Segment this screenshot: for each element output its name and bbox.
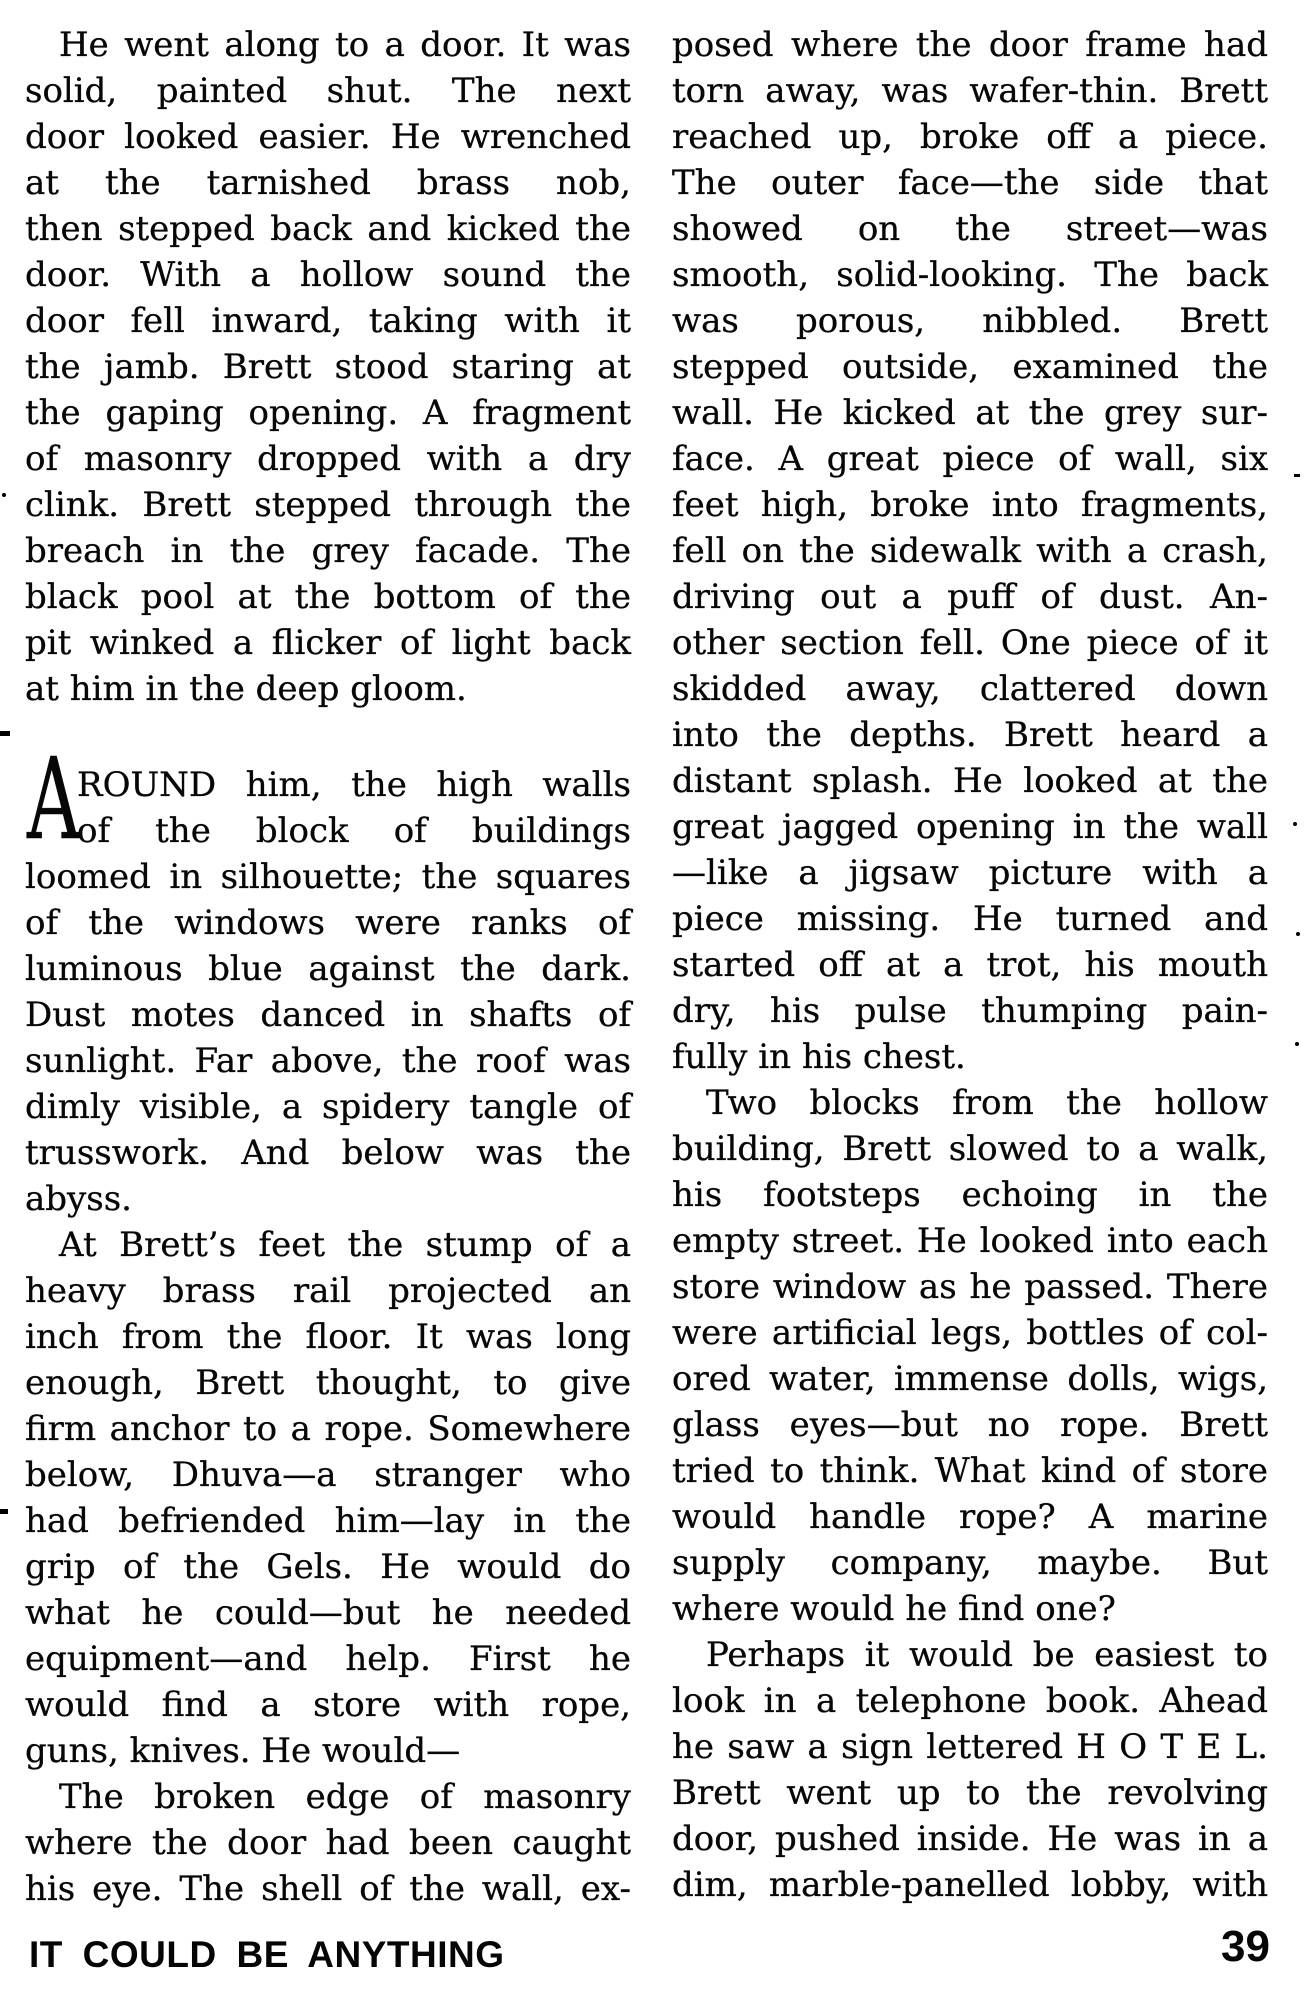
text-line: skidded away, clattered down [672,669,1268,709]
text-line: inch from the floor. It was long [25,1317,631,1357]
text-line: Two blocks from the hollow [706,1083,1268,1123]
text-line: trusswork. And below was the [25,1133,631,1173]
text-line: grip of the Gels. He would do [25,1547,631,1587]
text-line: at him in the deep gloom. [25,669,467,709]
text-line: smooth, solid-looking. The back [672,255,1268,295]
text-line: was porous, nibbled. Brett [672,301,1268,341]
text-line: showed on the street—was [672,209,1268,249]
text-line: clink. Brett stepped through the [25,485,631,525]
text-line: building, Brett slowed to a walk, [672,1129,1268,1169]
text-line: heavy brass rail projected an [25,1271,631,1311]
text-line: dimly visible, a spidery tangle of [25,1087,631,1127]
text-line: where the door had been caught [25,1823,631,1863]
scan-speck [2,493,6,497]
text-line: then stepped back and kicked the [25,209,631,249]
text-line: empty street. He looked into each [672,1221,1268,1261]
text-line: ROUND him, the high walls [77,765,631,805]
text-line: feet high, broke into fragments, [672,485,1268,525]
scan-speck [0,1509,8,1514]
text-line: would handle rope? A marine [672,1497,1268,1537]
text-line: where would he find one? [672,1589,1116,1629]
text-line: piece missing. He turned and [672,899,1268,939]
text-column-right [672,22,1268,1908]
text-line: he saw a sign lettered H O T E L. [672,1727,1268,1767]
text-line: below, Dhuva—a stranger who [25,1455,631,1495]
text-line: face. A great piece of wall, six [672,439,1268,479]
text-line: glass eyes—but no rope. Brett [672,1405,1268,1445]
text-line: fell on the sidewalk with a crash, [672,531,1268,571]
text-line: firm anchor to a rope. Somewhere [25,1409,631,1449]
text-line: his footsteps echoing in the [672,1175,1268,1215]
text-line: distant splash. He looked at the [672,761,1268,801]
text-line: pit winked a flicker of light back [25,623,631,663]
text-line: door looked easier. He wrenched [25,117,631,157]
scan-speck [1296,932,1300,936]
text-line: door, pushed inside. He was in a [672,1819,1268,1859]
text-line: luminous blue against the dark. [25,949,631,989]
text-line: —like a jigsaw picture with a [672,853,1268,893]
text-line: Dust motes danced in shafts of [25,995,631,1035]
text-line: fully in his chest. [672,1037,966,1077]
text-line: other section fell. One piece of it [672,623,1268,663]
text-line: supply company, maybe. But [672,1543,1268,1583]
text-line: what he could—but he needed [25,1593,631,1633]
text-line: into the depths. Brett heard a [672,715,1268,755]
text-line: The broken edge of masonry [59,1777,631,1817]
text-line: He went along to a door. It was [59,25,631,65]
text-line: torn away, was wafer-thin. Brett [672,71,1268,111]
text-line: driving out a puff of dust. An- [672,577,1268,617]
text-line: At Brett’s feet the stump of a [59,1225,631,1265]
text-line: ored water, immense dolls, wigs, [672,1359,1268,1399]
text-column-left [25,22,631,1912]
text-line: equipment—and help. First he [25,1639,631,1679]
scan-speck [0,731,10,736]
text-line: had befriended him—lay in the [25,1501,631,1541]
text-line: solid, painted shut. The next [25,71,631,111]
text-line: Perhaps it would be easiest to [706,1635,1268,1675]
text-line: of masonry dropped with a dry [25,439,631,479]
text-line: were artificial legs, bottles of col- [672,1313,1268,1353]
text-line: door fell inward, taking with it [25,301,631,341]
text-line: The outer face—the side that [672,163,1268,203]
scan-speck [1293,822,1297,826]
text-line: dim, marble-panelled lobby, with [672,1865,1268,1905]
text-line: his eye. The shell of the wall, ex- [25,1869,631,1909]
text-line: stepped outside, examined the [672,347,1268,387]
text-line: store window as he passed. There [672,1267,1268,1307]
dropcap-letter: A [27,735,81,865]
text-line: enough, Brett thought, to give [25,1363,631,1403]
text-line: great jagged opening in the wall [672,807,1268,847]
scan-speck [1294,474,1300,477]
text-line: breach in the grey facade. The [25,531,631,571]
text-line: look in a telephone book. Ahead [672,1681,1268,1721]
text-line: of the block of buildings [77,811,631,851]
text-line: at the tarnished brass nob, [25,163,631,203]
text-line: started off at a trot, his mouth [672,945,1268,985]
text-line: the jamb. Brett stood staring at [25,347,631,387]
text-line: reached up, broke off a piece. [672,117,1268,157]
text-line: posed where the door frame had [672,25,1268,65]
text-line: sunlight. Far above, the roof was [25,1041,631,1081]
text-line: abyss. [25,1179,132,1219]
text-line: loomed in silhouette; the squares [25,857,631,897]
text-line: tried to think. What kind of store [672,1451,1268,1491]
text-line: black pool at the bottom of the [25,577,631,617]
text-line: would find a store with rope, [25,1685,631,1725]
text-line: of the windows were ranks of [25,903,631,943]
scan-speck [1295,1042,1299,1046]
text-line: the gaping opening. A fragment [25,393,631,433]
text-line: dry, his pulse thumping pain- [672,991,1268,1031]
running-title: IT COULD BE ANYTHING [29,1934,505,1975]
text-line: door. With a hollow sound the [25,255,631,295]
text-line: guns, knives. He would— [25,1731,461,1771]
page-number: 39 [1221,1922,1270,1971]
text-line: Brett went up to the revolving [672,1773,1268,1813]
text-line: wall. He kicked at the grey sur- [672,393,1268,433]
